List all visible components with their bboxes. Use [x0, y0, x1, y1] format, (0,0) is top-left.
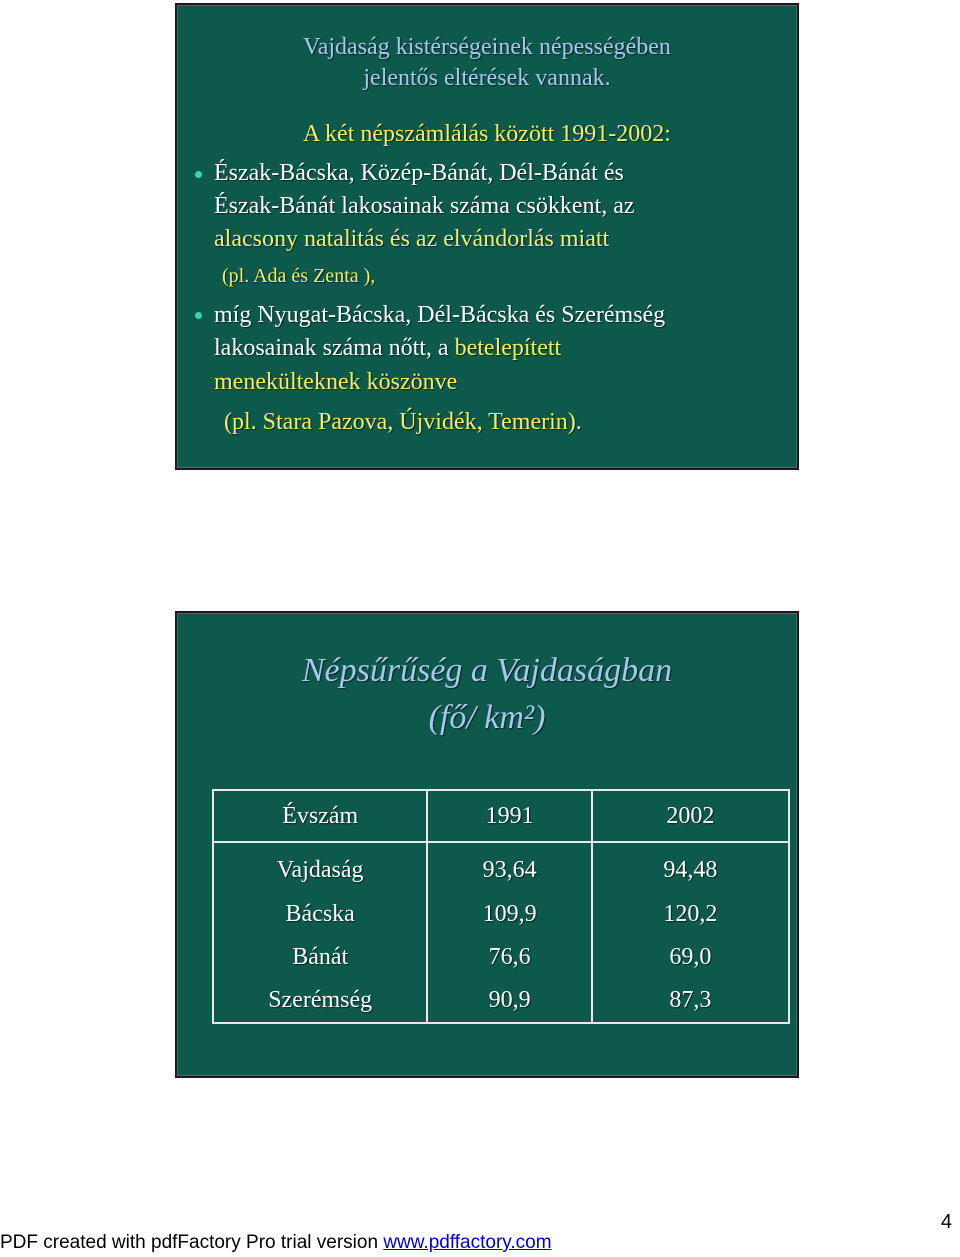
bullet2-line3: menekülteknek köszönve: [214, 369, 458, 395]
bullet1-example: (pl. Ada és Zenta ),: [222, 265, 376, 287]
table-header-cell: Évszám: [213, 790, 427, 842]
table-row: [213, 842, 789, 893]
bullet-dot-icon: [195, 171, 202, 178]
bullet2-line2-highlight: betelepített: [454, 335, 562, 361]
bullet2-line2: [214, 332, 561, 365]
bullet1-line1: Észak-Bácska, Közép-Bánát, Dél-Bánát és: [214, 160, 624, 186]
table-cell-region: Vajdaság: [213, 842, 427, 893]
table-cell-value: 120,2: [592, 893, 789, 936]
table-cell-value: 109,9: [427, 893, 591, 936]
table-row: [213, 936, 789, 979]
table-cell-value: 90,9: [427, 979, 591, 1023]
table-header-row: [213, 790, 789, 842]
slide1-title-line1: Vajdaság kistérségeinek népességében: [303, 34, 671, 60]
bullet2-line2-prefix: lakosainak száma nőtt, a: [214, 335, 449, 361]
slide-1: [175, 3, 799, 470]
slide2-title-line1: Népsűrűség a Vajdaságban: [301, 652, 673, 689]
density-table: [212, 789, 790, 1024]
table-cell-region: Szerémség: [213, 979, 427, 1023]
table-cell-value: 76,6: [427, 936, 591, 979]
bullet2-example: (pl. Stara Pazova, Újvidék, Temerin).: [224, 409, 582, 435]
table-cell-value: 69,0: [592, 936, 789, 979]
bullet-dot-icon: [195, 312, 202, 319]
bullet2-line1: míg Nyugat-Bácska, Dél-Bácska és Szerémség: [214, 302, 666, 328]
footer-text: PDF created with pdfFactory Pro trial version: [0, 1232, 384, 1253]
table-cell-value: 94,48: [592, 842, 789, 893]
table-row: [213, 893, 789, 936]
slide1-title-line2: jelentős eltérések vannak.: [363, 65, 611, 91]
slide-2: [175, 611, 799, 1078]
table-header-cell: 1991: [427, 790, 591, 842]
bullet1-line3: alacsony natalitás és az elvándorlás miatt: [214, 226, 610, 252]
table-header-cell: 2002: [592, 790, 789, 842]
footer-link[interactable]: www.pdffactory.com: [383, 1232, 552, 1253]
slide2-title-line2: (fő/ km²): [428, 699, 546, 736]
table-cell-value: 93,64: [427, 842, 591, 893]
table-cell-region: Bácska: [213, 893, 427, 936]
table-row: [213, 979, 789, 1023]
table-cell-region: Bánát: [213, 936, 427, 979]
bullet1-line2: Észak-Bánát lakosainak száma csökkent, az: [214, 193, 635, 219]
pdf-footer: [0, 1232, 552, 1254]
table-cell-value: 87,3: [592, 979, 789, 1023]
slide1-subtitle: A két népszámlálás között 1991-2002:: [303, 121, 671, 147]
page-number: 4: [940, 1211, 952, 1233]
